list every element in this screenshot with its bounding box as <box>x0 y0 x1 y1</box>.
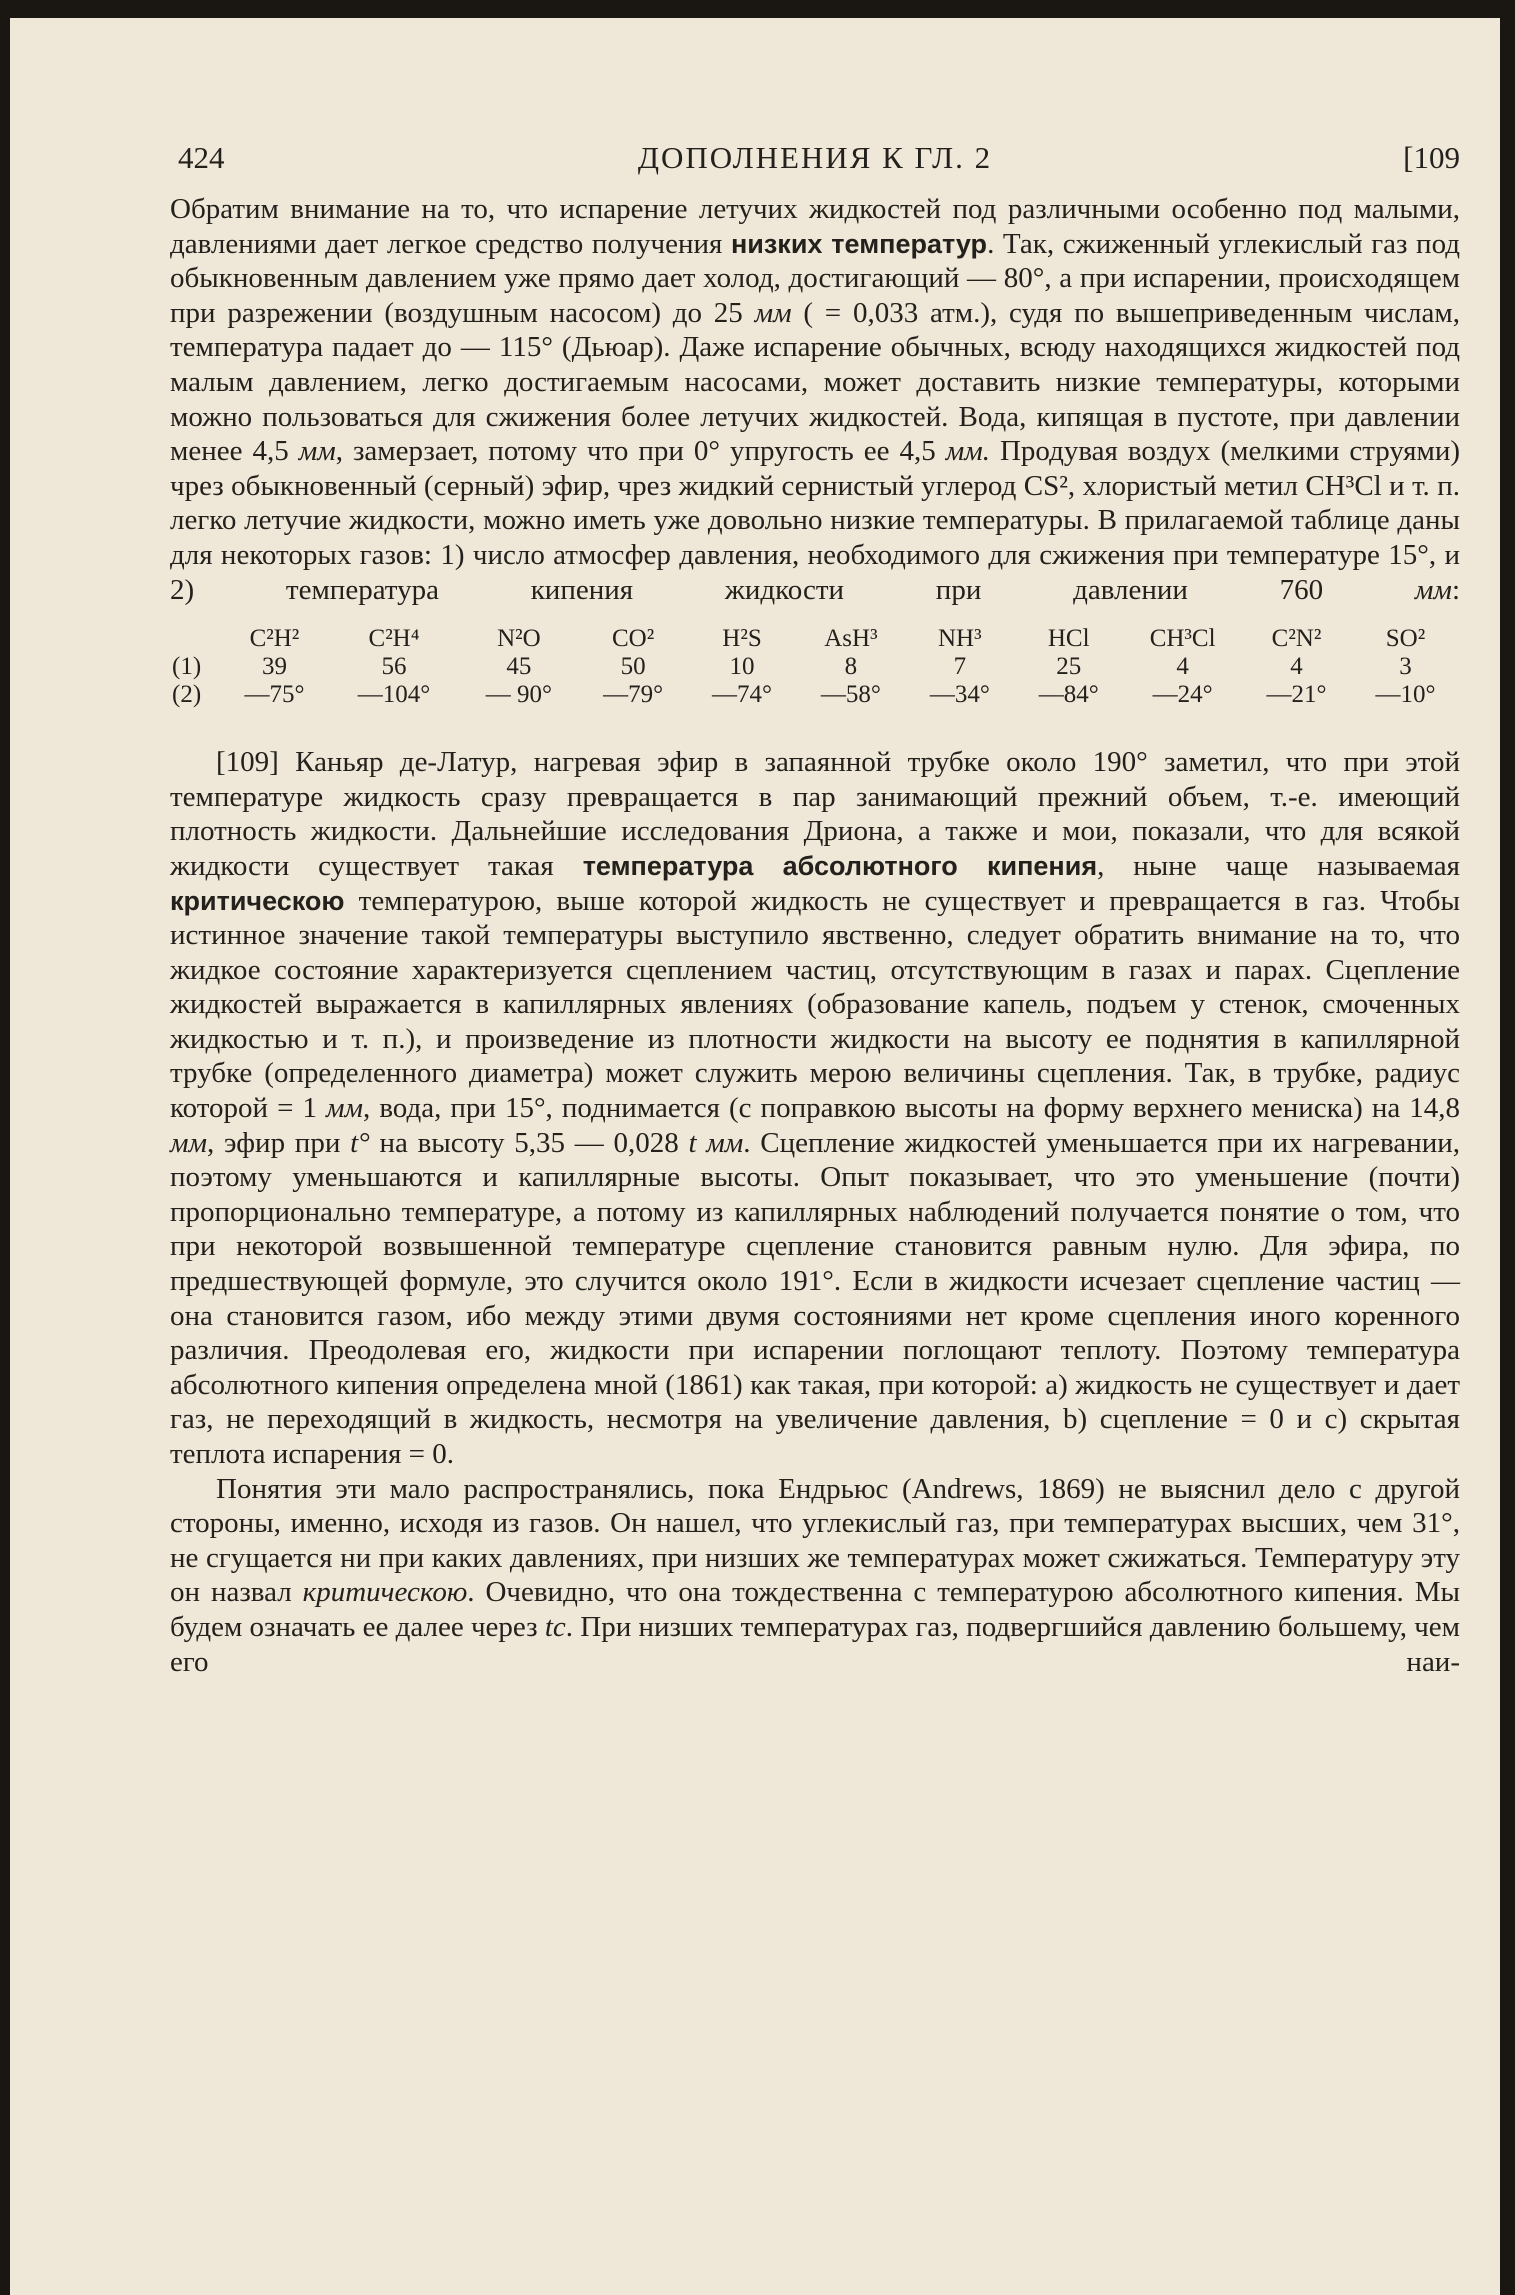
italic-term: tc <box>544 1610 566 1643</box>
running-title: ДОПОЛНЕНИЯ К ГЛ. 2 <box>637 140 993 175</box>
paragraph-low-temperatures: Обратим внимание на то, что испарение летучих жидкостей под различными особенно под малыми, давлениями дает легкое средство получения низких температур. Так, сжиженный углекислый газ под обыкновенным давлением уже прямо дает холод, достигающий — 80°, а при испарении, происходящем при разрежении (воздушным насосом) до 25 мм ( = 0,033 атм.), судя по вышеприведенным числам, температура падает до — 115° (Дьюар). Даже испарение обычных, всюду находящихся жидкостей под малым давлением, легко достигаемым насосами, может доставить низкие температуры, которыми можно пользоваться для сжижения более летучих жидкостей. Вода, кипящая в пустоте, при давлении менее 4,5 мм, замерзает, потому что при 0° упругость ее 4,5 мм. Продувая воздух (мелкими струями) чрез обыкновенный (серный) эфир, чрез жидкий сернистый углерод CS², хлористый метил CH³Cl и т. п. легко летучие жидкости, можно иметь уже довольно низкие температуры. В прилагаемой таблице даны для некоторых газов: 1) число атмосфер давления, необходимого для сжижения при температуре 15°, и 2) температура кипения жидкости при давлении 760 мм: <box>170 193 1460 606</box>
table-cell: C²N² <box>1271 625 1322 653</box>
table-cell: —79° <box>603 681 664 709</box>
bold-term: низких температур <box>730 228 988 259</box>
bold-term: критическою <box>170 885 345 916</box>
italic-term: критическою <box>302 1576 468 1609</box>
table-cell: —74° <box>712 681 772 709</box>
page-text-block <box>170 128 1460 1679</box>
table-cell: —58° <box>820 681 881 709</box>
row-label: (2) <box>172 681 202 709</box>
table-cell: —104° <box>357 681 431 709</box>
table-cell: H²S <box>722 625 762 653</box>
table-cell: 25 <box>1056 653 1082 681</box>
table-cell: 10 <box>729 653 755 681</box>
table-header-row <box>170 625 1460 653</box>
table-cell: 8 <box>844 653 858 681</box>
table-cell: CO² <box>611 625 655 653</box>
table-cell: —24° <box>1152 681 1213 709</box>
table-cell: —21° <box>1266 681 1327 709</box>
table-cell: — 90° <box>485 681 552 709</box>
table-cell: —10° <box>1375 681 1436 709</box>
row-label: (1) <box>172 653 202 681</box>
table-cell: N²O <box>497 625 541 653</box>
table-cell: C²H⁴ <box>368 625 420 653</box>
table-cell: 4 <box>1290 653 1303 681</box>
table-cell: SO² <box>1385 625 1426 653</box>
table-cell: CH³Cl <box>1149 625 1216 653</box>
section-reference: [109 <box>1403 140 1460 175</box>
paragraph-critical-temperature: [109] Каньяр де-Латур, нагревая эфир в запаянной трубке около 190° заметил, что при этой температуре жидкость сразу превращается в пар занимающий прежний объем, т.-е. имеющий плотность жидкости. Дальнейшие исследования Дриона, а также и мои, показали, что для всякой жидкости существует такая температура абсолютного кипения, ныне чаще называемая критическою температурою, выше которой жидкость не существует и превращается в газ. Чтобы истинное значение такой температуры выступило явственно, следует обратить внимание на то, что жидкое состояние характеризуется сцеплением частиц, отсутствующим в газах и парах. Сцепление жидкостей выражается в капиллярных явлениях (образование капель, подъем у стенок, смоченных жидкостью и т. п.), и произведение из плотности жидкости на высоту ее поднятия в капиллярной трубке (определенного диаметра) может служить мерою величины сцепления. Так, в трубке, радиус которой = 1 мм, вода, при 15°, поднимается (с поправкою высоты на форму верхнего мениска) на 14,8 мм, эфир при t° на высоту 5,35 — 0,028 t мм. Сцепление жидкостей уменьшается при их нагревании, поэтому уменьшаются и капиллярные высоты. Опыт показывает, что это уменьшение (почти) пропорционально температуре, а потому из капиллярных наблюдений получается понятие о том, что при некоторой возвышенной температуре сцепление становится равным нулю. Для эфира, по предшествующей формуле, это случится около 191°. Если в жидкости исчезает сцепление частиц — она становится газом, ибо между этими двумя состояниями нет кроме сцепления иного коренного различия. Преодолевая его, жидкости при испарении поглощают теплоту. Поэтому температура абсолютного кипения определена мной (1861) как такая, при которой: a) жидкость не существует и дает газ, не переходящий в жидкость, несмотря на увеличение давления, b) сцепление = 0 и c) скрытая теплота испарения = 0. <box>170 746 1461 1470</box>
table-cell: 39 <box>261 653 287 681</box>
table-cell: —34° <box>929 681 990 709</box>
paragraph-andrews: Понятия эти мало распространялись, пока Ендрьюс (Andrews, 1869) не выяснил дело с другой стороны, именно, исходя из газов. Он нашел, что углекислый газ, при температурах высших, чем 31°, не сгущается ни при каких давлениях, при низших же температурах может сжижаться. Температуру эту он назвал критическою. Очевидно, что она тождественна с температурою абсолютного кипения. Мы будем означать ее далее через tc. При низших температурах газ, подвергшийся давлению большему, чем его наи- <box>170 1472 1461 1678</box>
table-cell: 45 <box>506 653 532 681</box>
table-cell: 3 <box>1399 653 1412 681</box>
table-cell: —84° <box>1038 681 1099 709</box>
table-cell: AsH³ <box>824 625 878 653</box>
table-cell: 4 <box>1176 653 1189 681</box>
page-number: 424 <box>178 140 225 175</box>
table-cell: NH³ <box>938 625 982 653</box>
table-row <box>170 681 1460 709</box>
table-cell: —75° <box>244 681 305 709</box>
bold-term: температура абсолютного кипения <box>582 850 1098 881</box>
page-header <box>170 128 1460 192</box>
table-row <box>170 653 1460 681</box>
table-cell: 7 <box>953 653 967 681</box>
table-cell: 56 <box>381 653 407 681</box>
table-cell: 50 <box>620 653 646 681</box>
table-cell: C²H² <box>249 625 300 653</box>
gas-liquefaction-table <box>170 625 1460 709</box>
book-page <box>10 18 1500 2295</box>
table-cell: HCl <box>1047 625 1090 653</box>
